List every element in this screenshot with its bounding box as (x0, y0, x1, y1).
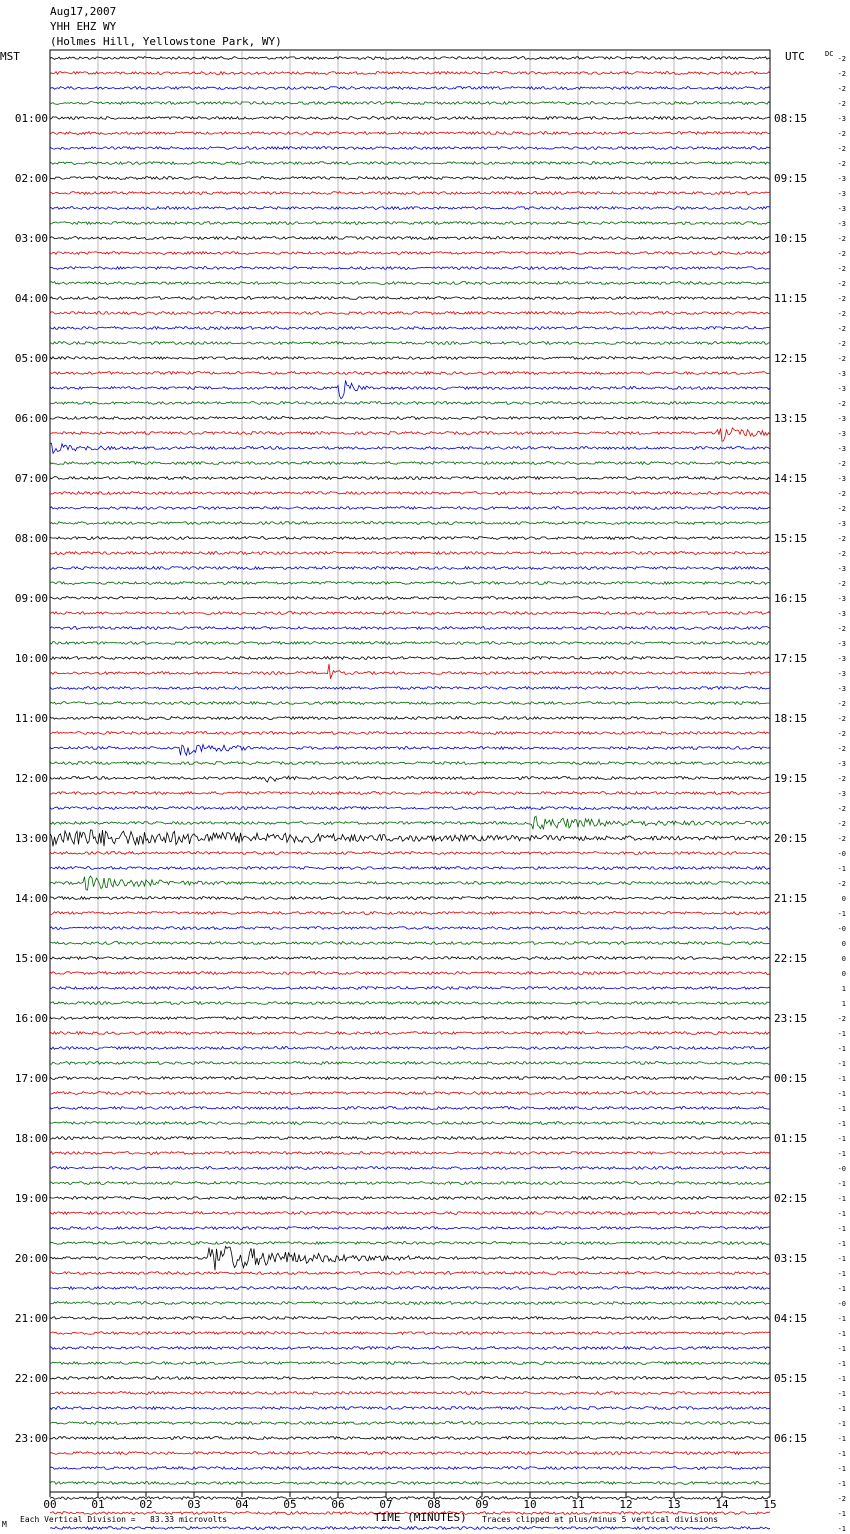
dc-offset-label: -1 (837, 1375, 846, 1383)
seismic-trace (50, 1302, 770, 1305)
dc-offset-label: -2 (837, 400, 846, 408)
x-tick-label: 12 (619, 1498, 633, 1511)
dc-offset-label: -1 (837, 1225, 846, 1233)
utc-hour-label: 05:15 (774, 1372, 808, 1385)
station-label: YHH EHZ WY (50, 20, 117, 33)
seismic-trace (50, 57, 770, 60)
seismic-trace (50, 102, 770, 105)
seismic-trace (50, 717, 770, 720)
seismic-trace (50, 1017, 770, 1020)
dc-offset-label: -1 (837, 1270, 846, 1278)
dc-offset-label: -2 (837, 145, 846, 153)
dc-offset-label: -1 (837, 1330, 846, 1338)
mst-hour-label: 16:00 (14, 1012, 48, 1025)
mst-hour-label: 22:00 (14, 1372, 48, 1385)
x-tick-label: 00 (43, 1498, 57, 1511)
seismic-trace (50, 1167, 770, 1170)
x-tick-label: 02 (139, 1498, 153, 1511)
dc-offset-label: -2 (837, 1495, 846, 1503)
x-tick-label: 06 (331, 1498, 345, 1511)
seismic-trace (50, 428, 770, 441)
seismic-trace (50, 807, 770, 810)
x-tick-label: 10 (523, 1498, 537, 1511)
dc-offset-label: -1 (837, 1030, 846, 1038)
seismic-trace (50, 443, 770, 453)
seismic-trace (50, 664, 770, 679)
dc-offset-label: -2 (837, 280, 846, 288)
date-label: Aug17,2007 (50, 5, 117, 18)
seismic-trace (50, 1152, 770, 1155)
mst-hour-label: 04:00 (14, 292, 48, 305)
x-tick-label: 05 (283, 1498, 297, 1511)
seismic-trace (50, 702, 770, 705)
utc-hour-label: 14:15 (774, 472, 808, 485)
dc-offset-label: -3 (837, 475, 846, 483)
left-timezone-label: MST (0, 50, 20, 63)
x-tick-label: 14 (715, 1498, 729, 1511)
dc-offset-label: -1 (837, 1465, 846, 1473)
seismic-trace (50, 147, 770, 150)
dc-offset-label: -2 (837, 730, 846, 738)
dc-offset-label: -3 (837, 565, 846, 573)
utc-hour-label: 04:15 (774, 1312, 808, 1325)
dc-offset-label: -3 (837, 610, 846, 618)
utc-hour-label: 21:15 (774, 892, 808, 905)
seismic-trace (50, 957, 770, 960)
seismic-trace (50, 207, 770, 210)
dc-offset-label: -2 (837, 70, 846, 78)
dc-offset-label: -1 (837, 1105, 846, 1113)
seismic-trace (50, 1047, 770, 1050)
x-tick-label: 08 (427, 1498, 441, 1511)
seismic-trace (50, 162, 770, 165)
dc-offset-label: -1 (837, 1450, 846, 1458)
seismic-trace (50, 567, 770, 570)
seismic-trace (50, 1437, 770, 1440)
utc-hour-label: 16:15 (774, 592, 808, 605)
x-axis-label: TIME (MINUTES) (374, 1511, 467, 1524)
dc-offset-label: -1 (837, 1435, 846, 1443)
dc-offset-label: -3 (837, 790, 846, 798)
dc-offset-label: -1 (837, 910, 846, 918)
seismic-trace (50, 1422, 770, 1425)
dc-offset-label: -2 (837, 715, 846, 723)
mst-hour-label: 06:00 (14, 412, 48, 425)
utc-hour-label: 17:15 (774, 652, 808, 665)
seismic-trace (50, 897, 770, 900)
dc-offset-label: -2 (837, 355, 846, 363)
dc-offset-label: -1 (837, 1120, 846, 1128)
seismic-trace (50, 342, 770, 345)
seismic-trace (50, 462, 770, 465)
dc-offset-label: -2 (837, 1015, 846, 1023)
utc-hour-label: 20:15 (774, 832, 808, 845)
dc-offset-label: -3 (837, 430, 846, 438)
seismic-trace (50, 1452, 770, 1455)
dc-offset-label: -3 (837, 445, 846, 453)
dc-offset-label: -2 (837, 160, 846, 168)
dc-offset-label: 1 (841, 985, 846, 993)
dc-offset-label: -1 (837, 1315, 846, 1323)
x-tick-label: 03 (187, 1498, 201, 1511)
mst-hour-label: 09:00 (14, 592, 48, 605)
dc-offset-label: -0 (837, 925, 846, 933)
seismic-trace (50, 1077, 770, 1080)
dc-offset-label: -1 (837, 1480, 846, 1488)
seismic-trace (50, 927, 770, 930)
seismic-trace (50, 1362, 770, 1365)
dc-offset-label: -1 (837, 1525, 846, 1533)
seismic-trace (50, 687, 770, 690)
mst-hour-label: 01:00 (14, 112, 48, 125)
seismic-trace (50, 312, 770, 315)
dc-offset-label: -1 (837, 1510, 846, 1518)
dc-offset-label: 0 (841, 970, 846, 978)
dc-offset-label: -3 (837, 655, 846, 663)
utc-hour-label: 11:15 (774, 292, 808, 305)
seismic-trace (50, 627, 770, 630)
seismic-trace (50, 642, 770, 645)
utc-hour-label: 03:15 (774, 1252, 808, 1265)
seismic-trace (50, 327, 770, 330)
seismic-trace (50, 297, 770, 300)
seismic-trace (50, 1137, 770, 1140)
mst-hour-label: 14:00 (14, 892, 48, 905)
dc-offset-label: -2 (837, 550, 846, 558)
seismic-trace (50, 1467, 770, 1470)
dc-offset-label: -2 (837, 100, 846, 108)
seismic-trace (50, 867, 770, 870)
seismic-trace (50, 762, 770, 765)
seismic-trace (50, 987, 770, 990)
mst-hour-label: 17:00 (14, 1072, 48, 1085)
mst-hour-label: 15:00 (14, 952, 48, 965)
dc-offset-label: -3 (837, 385, 846, 393)
utc-hour-label: 18:15 (774, 712, 808, 725)
clip-note: Traces clipped at plus/minus 5 vertical divisions (482, 1515, 719, 1524)
seismic-trace (50, 732, 770, 735)
dc-offset-label: -2 (837, 310, 846, 318)
seismic-trace (50, 1287, 770, 1290)
dc-offset-label: -1 (837, 1405, 846, 1413)
dc-offset-label: -1 (837, 1255, 846, 1263)
seismic-trace (50, 192, 770, 195)
dc-offset-label: -1 (837, 1180, 846, 1188)
mst-hour-label: 03:00 (14, 232, 48, 245)
seismic-trace (50, 1347, 770, 1350)
seismic-trace (50, 657, 770, 660)
seismic-trace (50, 1317, 770, 1320)
utc-hour-label: 12:15 (774, 352, 808, 365)
x-tick-label: 01 (91, 1498, 105, 1511)
dc-offset-label: -2 (837, 880, 846, 888)
x-tick-label: 13 (667, 1498, 681, 1511)
seismic-trace (50, 830, 770, 847)
seismic-trace (50, 816, 770, 829)
dc-offset-label: -2 (837, 805, 846, 813)
dc-offset-label: -3 (837, 760, 846, 768)
utc-hour-label: 08:15 (774, 112, 808, 125)
seismic-trace (50, 912, 770, 915)
x-tick-label: 07 (379, 1498, 393, 1511)
seismic-trace (50, 852, 770, 855)
dc-offset-label: -1 (837, 1075, 846, 1083)
dc-offset-label: -3 (837, 520, 846, 528)
utc-hour-label: 13:15 (774, 412, 808, 425)
seismic-trace (50, 380, 770, 398)
dc-offset-label: -2 (837, 85, 846, 93)
seismic-trace (50, 1392, 770, 1395)
utc-hour-label: 01:15 (774, 1132, 808, 1145)
utc-hour-label: 23:15 (774, 1012, 808, 1025)
seismic-trace (50, 582, 770, 585)
mst-hour-label: 10:00 (14, 652, 48, 665)
seismic-trace (50, 876, 770, 890)
dc-offset-label: -2 (837, 490, 846, 498)
dc-offset-label: -2 (837, 235, 846, 243)
dc-offset-label: -3 (837, 370, 846, 378)
mst-hour-label: 23:00 (14, 1432, 48, 1445)
seismic-trace (50, 942, 770, 945)
dc-offset-label: -3 (837, 220, 846, 228)
seismic-trace (50, 1497, 770, 1500)
dc-offset-label: -2 (837, 775, 846, 783)
seismic-trace (50, 402, 770, 405)
mst-hour-label: 21:00 (14, 1312, 48, 1325)
x-tick-label: 15 (763, 1498, 777, 1511)
seismic-trace (50, 1032, 770, 1035)
utc-hour-label: 15:15 (774, 532, 808, 545)
seismic-trace (50, 1527, 770, 1530)
mst-hour-label: 18:00 (14, 1132, 48, 1145)
dc-offset-label: -2 (837, 700, 846, 708)
mst-hour-label: 07:00 (14, 472, 48, 485)
dc-offset-label: -1 (837, 1420, 846, 1428)
dc-offset-label: -3 (837, 415, 846, 423)
utc-hour-label: 19:15 (774, 772, 808, 785)
seismic-trace (50, 87, 770, 90)
seismic-trace (50, 597, 770, 600)
seismic-trace (50, 612, 770, 615)
seismic-trace (50, 1332, 770, 1335)
dc-offset-label: -2 (837, 460, 846, 468)
dc-offset-label: -2 (837, 835, 846, 843)
utc-hour-label: 02:15 (774, 1192, 808, 1205)
seismic-trace (50, 1197, 770, 1200)
seismic-trace (50, 252, 770, 255)
seismic-trace (50, 72, 770, 75)
utc-hour-label: 06:15 (774, 1432, 808, 1445)
footer-marker: M (2, 1520, 7, 1529)
seismic-trace (50, 1062, 770, 1065)
seismic-trace (50, 492, 770, 495)
right-timezone-label: UTC (785, 50, 805, 63)
dc-offset-label: -2 (837, 250, 846, 258)
seismic-trace (50, 792, 770, 795)
dc-offset-label: -2 (837, 340, 846, 348)
mst-hour-label: 11:00 (14, 712, 48, 725)
mst-hour-label: 19:00 (14, 1192, 48, 1205)
seismic-trace (50, 222, 770, 225)
dc-offset-label: -0 (837, 1165, 846, 1173)
dc-offset-label: -3 (837, 175, 846, 183)
dc-offset-label: -2 (837, 295, 846, 303)
dc-offset-label: -2 (837, 625, 846, 633)
dc-offset-label: -0 (837, 850, 846, 858)
dc-offset-label: -0 (837, 1300, 846, 1308)
mst-hour-label: 08:00 (14, 532, 48, 545)
x-tick-label: 09 (475, 1498, 489, 1511)
dc-label: DC (825, 50, 834, 58)
seismic-trace (50, 1242, 770, 1245)
dc-offset-label: -3 (837, 670, 846, 678)
seismic-trace (50, 132, 770, 135)
x-tick-label: 11 (571, 1498, 585, 1511)
seismic-trace (50, 1407, 770, 1410)
dc-offset-label: -1 (837, 1060, 846, 1068)
dc-offset-label: -2 (837, 55, 846, 63)
seismic-trace (50, 282, 770, 285)
seismic-trace (50, 552, 770, 555)
seismic-trace (50, 1182, 770, 1185)
x-tick-label: 04 (235, 1498, 249, 1511)
dc-offset-label: -1 (837, 1240, 846, 1248)
seismic-trace (50, 417, 770, 420)
seismic-trace (50, 1272, 770, 1275)
dc-offset-label: -1 (837, 1135, 846, 1143)
mst-hour-label: 02:00 (14, 172, 48, 185)
utc-hour-label: 09:15 (774, 172, 808, 185)
seismic-trace (50, 357, 770, 360)
dc-offset-label: -1 (837, 1345, 846, 1353)
utc-hour-label: 22:15 (774, 952, 808, 965)
dc-offset-label: -1 (837, 865, 846, 873)
dc-offset-label: 0 (841, 955, 846, 963)
dc-offset-label: -2 (837, 130, 846, 138)
seismic-trace (50, 1092, 770, 1095)
dc-offset-label: -3 (837, 685, 846, 693)
seismic-trace (50, 267, 770, 270)
dc-offset-label: -1 (837, 1285, 846, 1293)
seismic-trace (50, 1122, 770, 1125)
dc-offset-label: -3 (837, 595, 846, 603)
dc-offset-label: -2 (837, 580, 846, 588)
dc-offset-label: -3 (837, 640, 846, 648)
seismic-trace (50, 1107, 770, 1110)
seismic-trace (50, 1002, 770, 1005)
utc-hour-label: 00:15 (774, 1072, 808, 1085)
location-label: (Holmes Hill, Yellowstone Park, WY) (50, 35, 282, 48)
seismic-trace (50, 1246, 770, 1270)
mst-hour-label: 05:00 (14, 352, 48, 365)
seismic-trace (50, 537, 770, 540)
seismic-trace (50, 372, 770, 375)
dc-offset-label: -2 (837, 265, 846, 273)
dc-offset-label: -1 (837, 1360, 846, 1368)
dc-offset-label: -1 (837, 1210, 846, 1218)
seismic-trace (50, 972, 770, 975)
seismic-trace (50, 745, 770, 756)
mst-hour-label: 12:00 (14, 772, 48, 785)
mst-hour-label: 20:00 (14, 1252, 48, 1265)
seismic-trace (50, 1227, 770, 1230)
seismic-trace (50, 507, 770, 510)
seismic-trace (50, 1482, 770, 1485)
dc-offset-label: -3 (837, 115, 846, 123)
dc-offset-label: -1 (837, 1150, 846, 1158)
seismic-trace (50, 477, 770, 480)
dc-offset-label: -2 (837, 505, 846, 513)
seismic-trace (50, 1212, 770, 1215)
seismic-trace (50, 117, 770, 120)
dc-offset-label: -3 (837, 190, 846, 198)
seismic-trace (50, 522, 770, 525)
mst-hour-label: 13:00 (14, 832, 48, 845)
dc-offset-label: -2 (837, 745, 846, 753)
dc-offset-label: 0 (841, 895, 846, 903)
dc-offset-label: -1 (837, 1195, 846, 1203)
seismic-trace (50, 1377, 770, 1380)
dc-offset-label: -2 (837, 820, 846, 828)
dc-offset-label: -1 (837, 1390, 846, 1398)
dc-offset-label: -1 (837, 1045, 846, 1053)
seismic-trace (50, 237, 770, 240)
dc-offset-label: -2 (837, 325, 846, 333)
scale-note: Each Vertical Division = 83.33 microvolts (20, 1515, 228, 1524)
seismic-trace (50, 776, 770, 782)
dc-offset-label: 0 (841, 940, 846, 948)
dc-offset-label: 1 (841, 1000, 846, 1008)
dc-offset-label: -1 (837, 1090, 846, 1098)
seismic-trace (50, 177, 770, 180)
dc-offset-label: -3 (837, 205, 846, 213)
utc-hour-label: 10:15 (774, 232, 808, 245)
dc-offset-label: -2 (837, 535, 846, 543)
